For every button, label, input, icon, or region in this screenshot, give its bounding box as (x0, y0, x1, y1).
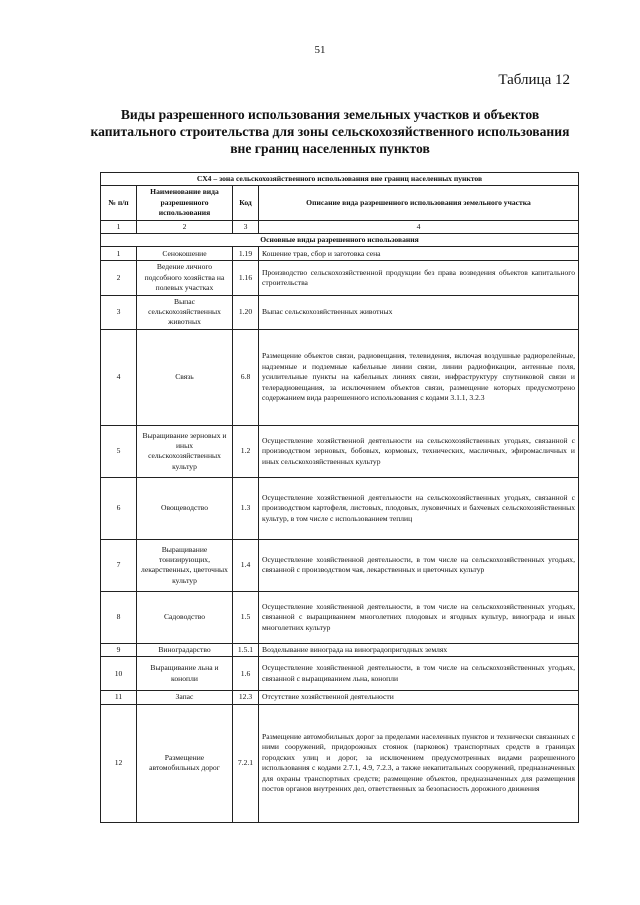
row-number: 8 (101, 591, 137, 643)
land-use-table (100, 172, 579, 823)
col-header-code: Код (233, 186, 259, 220)
page-number: 51 (314, 44, 326, 56)
use-code: 1.3 (233, 477, 259, 539)
table-row (101, 295, 579, 329)
table-row (101, 657, 579, 691)
row-number: 4 (101, 329, 137, 425)
use-description: Осуществление хозяйственной деятельности, в том числе на сельскохозяйственных угодьях, связанной с производством чая, лекарственных и цветочных культур (259, 539, 579, 591)
table-row (101, 704, 579, 822)
use-name: Ведение личного подсобного хозяйства на полевых участках (137, 261, 233, 295)
use-name: Запас (137, 691, 233, 704)
use-code: 1.16 (233, 261, 259, 295)
row-number: 6 (101, 477, 137, 539)
use-name: Сенокошение (137, 247, 233, 261)
use-description: Осуществление хозяйственной деятельности на сельскохозяйственных угодьях, связанной с производством картофеля, листовых, плодовых, луковичных и бахчевых сельскохозяйственных культур, в том числе с использованием теплиц (259, 477, 579, 539)
use-description: Осуществление хозяйственной деятельности, в том числе на сельскохозяйственных угодьях, связанной с выращиванием многолетних плодовых и ягодных культур, винограда и иных многолетних культур (259, 591, 579, 643)
use-code: 1.4 (233, 539, 259, 591)
col-header-name: Наименование вида разрешенного использования (137, 186, 233, 220)
col-number: 2 (137, 220, 233, 233)
use-code: 6.8 (233, 329, 259, 425)
row-number: 5 (101, 425, 137, 477)
use-description: Кошение трав, сбор и заготовка сена (259, 247, 579, 261)
use-name: Выращивание тонизирующих, лекарственных, цветочных культур (137, 539, 233, 591)
use-code: 1.2 (233, 425, 259, 477)
use-name: Овощеводство (137, 477, 233, 539)
col-number: 3 (233, 220, 259, 233)
row-number: 9 (101, 643, 137, 656)
use-code: 1.5.1 (233, 643, 259, 656)
use-code: 1.20 (233, 295, 259, 329)
section-title: Основные виды разрешенного использования (101, 234, 579, 247)
use-code: 1.6 (233, 657, 259, 691)
use-name: Размещение автомобильных дорог (137, 704, 233, 822)
row-number: 10 (101, 657, 137, 691)
use-code: 1.19 (233, 247, 259, 261)
table-row (101, 329, 579, 425)
table-row (101, 477, 579, 539)
use-description: Отсутствие хозяйственной деятельности (259, 691, 579, 704)
use-name: Связь (137, 329, 233, 425)
table-row (101, 691, 579, 704)
table-row (101, 539, 579, 591)
use-code: 1.5 (233, 591, 259, 643)
use-description: Производство сельскохозяйственной продукции без права возведения объектов капитального строительства (259, 261, 579, 295)
use-description: Выпас сельскохозяйственных животных (259, 295, 579, 329)
document-heading: Виды разрешенного использования земельных участков и объектов капитального строительства для зоны сельскохозяйственного использования вне границ населенных пунктов (90, 107, 570, 156)
use-description: Осуществление хозяйственной деятельности на сельскохозяйственных угодьях, связанной с производством зерновых, бобовых, кормовых, технических, масличных, эфиромасличных и иных сельскохозяйственных культур (259, 425, 579, 477)
table-row (101, 643, 579, 656)
use-description: Осуществление хозяйственной деятельности, в том числе на сельскохозяйственных угодьях, связанной с выращиванием льна, конопли (259, 657, 579, 691)
row-number: 1 (101, 247, 137, 261)
use-code: 12.3 (233, 691, 259, 704)
table-row (101, 591, 579, 643)
use-name: Выращивание зерновых и иных сельскохозяйственных культур (137, 425, 233, 477)
table-row (101, 247, 579, 261)
col-number: 1 (101, 220, 137, 233)
use-name: Выращивание льна и конопли (137, 657, 233, 691)
use-name: Виноградарство (137, 643, 233, 656)
row-number: 7 (101, 539, 137, 591)
use-code: 7.2.1 (233, 704, 259, 822)
table-row (101, 261, 579, 295)
zone-title: СХ4 – зона сельскохозяйственного использования вне границ населенных пунктов (101, 173, 579, 186)
col-header-num: № п/п (101, 186, 137, 220)
use-name: Садоводство (137, 591, 233, 643)
col-number: 4 (259, 220, 579, 233)
table-row (101, 425, 579, 477)
use-description: Размещение объектов связи, радиовещания, телевидения, включая воздушные радиорелейные, надземные и подземные кабельные линии связи, линии радиофикации, антенные поля, усилительные пункты на кабельных линиях связи, инфраструктуру спутниковой связи и телерадиовещания, за исключением объектов связи, размещение которых предусмотрено содержанием вида разрешенного использования с кодами 3.1.1, 3.2.3 (259, 329, 579, 425)
table-label: Таблица 12 (498, 72, 570, 88)
row-number: 2 (101, 261, 137, 295)
row-number: 11 (101, 691, 137, 704)
use-description: Размещение автомобильных дорог за пределами населенных пунктов и технически связанных с ними сооружений, придорожных стоянок (парковок) транспортных средств в границах городских улиц и дорог, за исключением предусмотренных видами разрешенного использования с кодами 2.7.1, 4.9, 7.2.3, а также некапитальных сооружений, предназначенных для охраны транспортных средств; размещение объектов, предназначенных для размещения постов органов внутренних дел, ответственных за безопасность дорожного движения (259, 704, 579, 822)
use-name: Выпас сельскохозяйственных животных (137, 295, 233, 329)
use-description: Возделывание винограда на виноградопригодных землях (259, 643, 579, 656)
row-number: 3 (101, 295, 137, 329)
row-number: 12 (101, 704, 137, 822)
col-header-desc: Описание вида разрешенного использования земельного участка (259, 186, 579, 220)
